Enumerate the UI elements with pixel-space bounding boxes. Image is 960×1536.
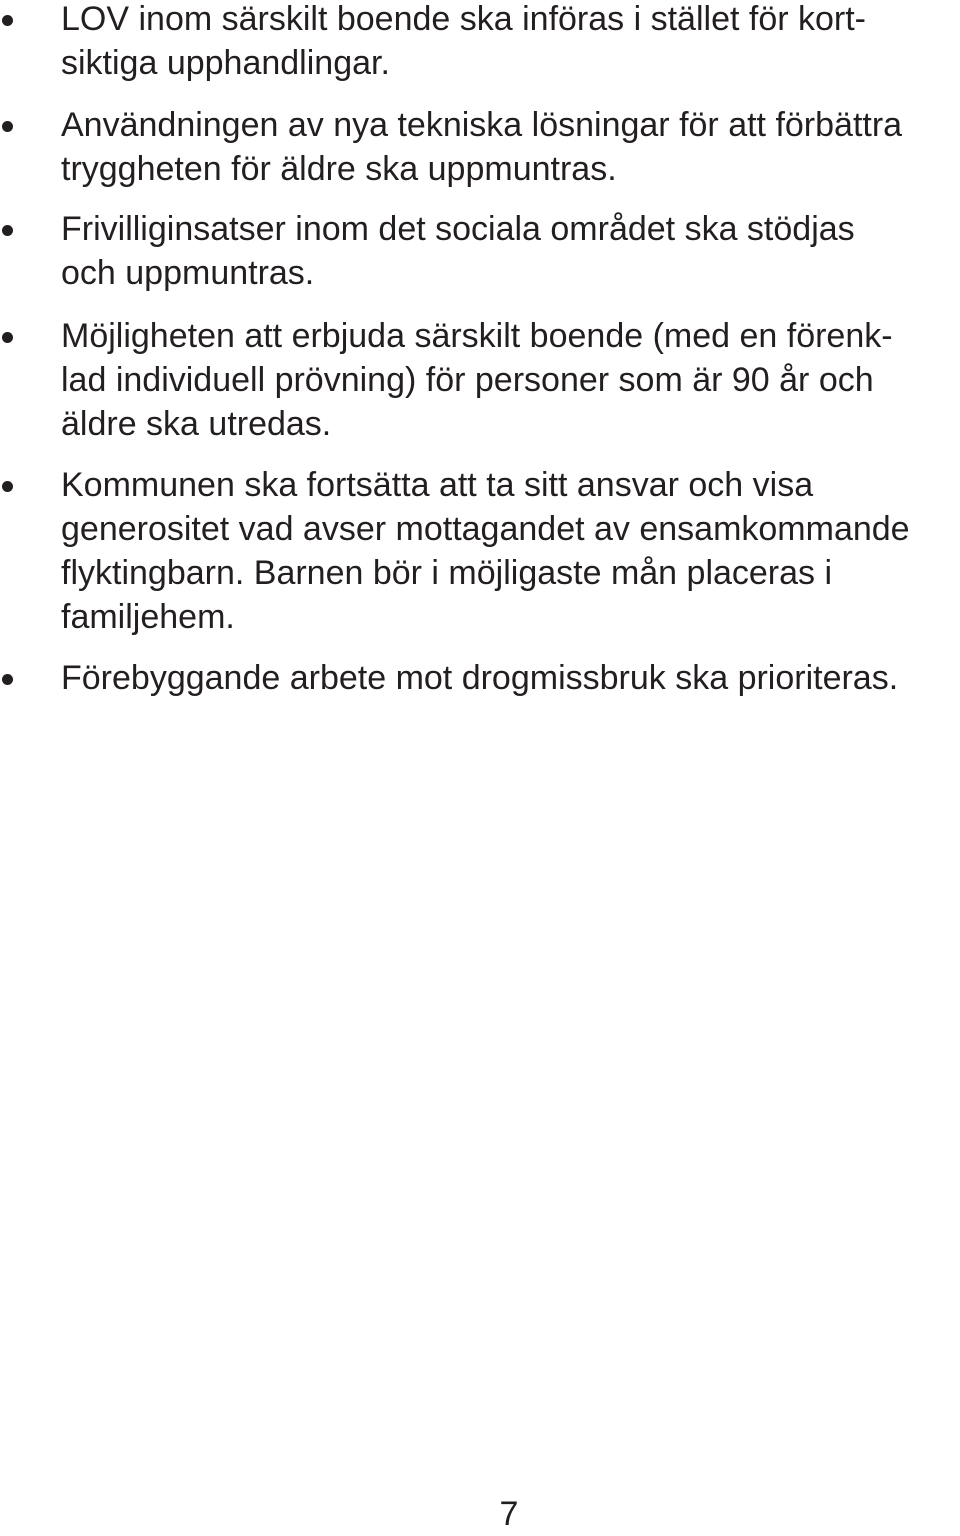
list-item-line: generositet vad avser mottagandet av ensamkommande (61, 510, 910, 548)
list-item-line: lad individuell prövning) för personer som är 90 år och (61, 361, 874, 399)
bullet-icon (2, 225, 13, 236)
bullet-icon (2, 481, 13, 492)
list-item-line: siktiga upphandlingar. (61, 44, 390, 82)
list-item-line: flyktingbarn. Barnen bör i möjligaste mån placeras i (61, 554, 833, 592)
list-item-line: tryggheten för äldre ska uppmuntras. (61, 150, 617, 188)
list-item-line: och uppmuntras. (61, 254, 315, 292)
bullet-icon (2, 121, 13, 132)
list-item-line: Kommunen ska fortsätta att ta sitt ansvar och visa (61, 466, 814, 504)
list-item-line: LOV inom särskilt boende ska införas i stället för kort- (61, 0, 866, 38)
page-number: 7 (499, 1495, 519, 1533)
list-item-line: Förebyggande arbete mot drogmissbruk ska prioriteras. (61, 659, 899, 697)
list-item-line: äldre ska utredas. (61, 405, 332, 443)
list-item-line: Frivilliginsatser inom det sociala området ska stödjas (61, 210, 855, 248)
list-item-line: Användningen av nya tekniska lösningar för att förbättra (61, 106, 903, 144)
bullet-icon (2, 15, 13, 26)
bullet-icon (2, 674, 13, 685)
bullet-icon (2, 332, 13, 343)
list-item-line: Möjligheten att erbjuda särskilt boende (med en förenk- (61, 317, 893, 355)
list-item-line: familjehem. (61, 598, 235, 636)
